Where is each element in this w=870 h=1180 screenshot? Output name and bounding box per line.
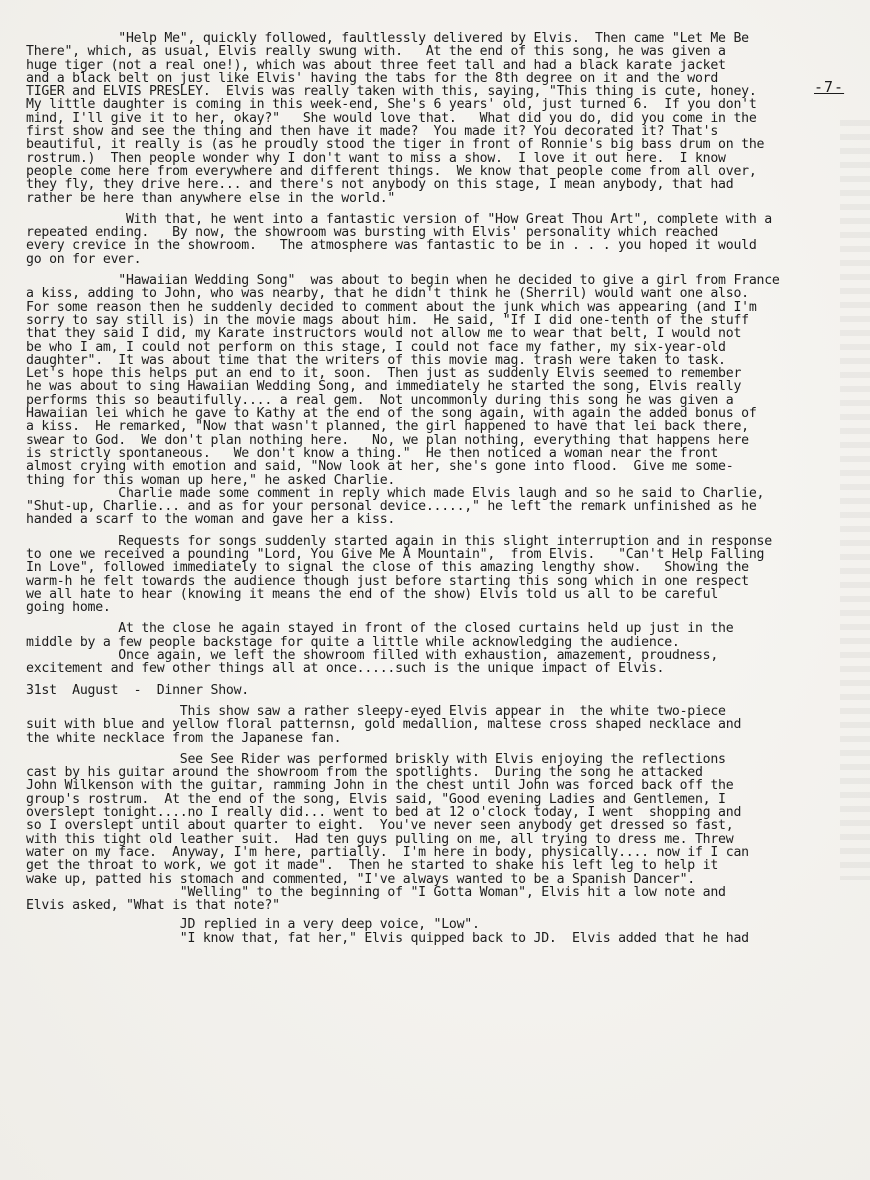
text-line: first show and see the thing and then have it made? You made it? You decorated it? That's xyxy=(26,124,719,140)
paragraph-hawaiian-wedding-song xyxy=(26,274,816,487)
text-line: Once again, we left the showroom filled with exhaustion, amazement, proudness, xyxy=(26,648,719,664)
text-line: Let's hope this helps put an end to it, soon. Then just as suddenly Elvis seemed to remember xyxy=(26,366,742,382)
text-line: they fly, they drive here... and there's not anybody on this stage, I mean anybody, that had xyxy=(26,177,734,193)
text-line: At the close he again stayed in front of the closed curtains held up just in the xyxy=(26,621,734,637)
body-text xyxy=(26,32,816,945)
text-line: group's rostrum. At the end of the song, Elvis said, "Good evening Ladies and Gentlemen, I xyxy=(26,791,726,807)
text-line: Charlie made some comment in reply which made Elvis laugh and so he said to Charlie, xyxy=(26,485,765,501)
text-line: performs this so beautifully.... a real gem. Not uncommonly during this song he was given a xyxy=(26,392,734,408)
text-line: This show saw a rather sleepy-eyed Elvis appear in the white two-piece xyxy=(26,703,726,719)
text-line: huge tiger (not a real one!), which was about three feet tall and had a black karate jacket xyxy=(26,57,726,73)
text-line: See See Rider was performed briskly with Elvis enjoying the reflections xyxy=(26,751,726,767)
text-line: every crevice in the showroom. The atmosphere was fantastic to be in . . . you hoped it would xyxy=(26,238,757,254)
margin-bleed-through xyxy=(840,120,870,880)
text-line: going home. xyxy=(26,600,111,616)
text-line: cast by his guitar around the showroom from the spotlights. During the song he attacked xyxy=(26,765,703,781)
text-line: "Hawaiian Wedding Song" was about to begin when he decided to give a girl from France xyxy=(26,273,780,289)
text-line: "Shut-up, Charlie... and as for your personal device.....," he left the remark unfinished as he xyxy=(26,499,757,515)
text-line: My little daughter is coming in this week-end, She's 6 years' old, just turned 6. If you don't xyxy=(26,97,757,113)
text-line: swear to God. We don't plan nothing here. No, we plan nothing, everything that happens here xyxy=(26,432,749,448)
text-line: "Welling" to the beginning of "I Gotta Woman", Elvis hit a low note and xyxy=(26,884,726,900)
text-line: with this tight old leather suit. Had ten guys pulling on me, all trying to dress me. Threw xyxy=(26,831,734,847)
text-line: There", which, as usual, Elvis really swung with. At the end of this song, he was given a xyxy=(26,44,726,60)
text-line: "Help Me", quickly followed, faultlessly delivered by Elvis. Then came "Let Me Be xyxy=(26,31,749,46)
text-line: that they said I did, my Karate instructors would not allow me to wear that belt, I would not xyxy=(26,326,742,342)
text-line: overslept tonight....no I really did... went to bed at 12 o'clock today, I went shopping and xyxy=(26,805,742,821)
text-line: sorry to say still is) in the movie mags about him. He said, "If I did one-tenth of the stuff xyxy=(26,312,749,328)
text-line: to one we received a pounding "Lord, You Give Me A Mountain", from Elvis. "Can't Help Falling xyxy=(26,546,765,562)
text-line: suit with blue and yellow floral patternsn, gold medallion, maltese cross shaped necklace and xyxy=(26,717,742,733)
paragraph-close xyxy=(26,622,816,675)
text-line: and a black belt on just like Elvis' having the tabs for the 8th degree on it and the word xyxy=(26,70,719,86)
text-line: go on for ever. xyxy=(26,251,142,267)
text-line: wake up, patted his stomach and commented, "I've always wanted to be a Spanish Dancer". xyxy=(26,871,695,887)
text-line: a kiss. He remarked, "Now that wasn't planned, the girl happened to have that lei back there, xyxy=(26,419,749,435)
text-line: warm-h he felt towards the audience though just before starting this song which in one respect xyxy=(26,573,749,589)
text-line: rostrum.) Then people wonder why I don't want to miss a show. I love it out here. I know xyxy=(26,150,726,166)
text-line: beautiful, it really is (as he proudly stood the tiger in front of Ronnie's big bass drum on the xyxy=(26,137,765,153)
text-line: a kiss, adding to John, who was nearby, that he didn't think he (Sherril) would want one also. xyxy=(26,286,749,302)
paragraph-help-me xyxy=(26,32,816,205)
text-line: get the throat to work, we got it made". Then he started to shake his left leg to help it xyxy=(26,858,719,874)
page-number: -7- xyxy=(814,78,845,96)
paragraph-see-see-rider xyxy=(26,753,816,945)
text-line: middle by a few people backstage for quite a little while acknowledging the audience. xyxy=(26,634,680,650)
text-line: he was about to sing Hawaiian Wedding Song, and immediately he started the song, Elvis really xyxy=(26,379,742,395)
paragraph-how-great-thou-art xyxy=(26,213,816,266)
text-line: With that, he went into a fantastic version of "How Great Thou Art", complete with a xyxy=(26,211,772,227)
text-line: be who I am, I could not perform on this stage, I could not face my father, my six-year-old xyxy=(26,339,726,355)
text-line: handed a scarf to the woman and gave her a kiss. xyxy=(26,512,396,528)
text-line: 31st August - Dinner Show. xyxy=(26,682,249,698)
text-line: thing for this woman up here," he asked Charlie. xyxy=(26,472,396,488)
text-line: excitement and few other things all at once.....such is the unique impact of Elvis. xyxy=(26,661,665,677)
text-line: so I overslept until about quarter to eight. You've never seen anybody get dressed so fast, xyxy=(26,818,734,834)
section-heading-dinner-show xyxy=(26,684,816,697)
text-line: John Wilkenson with the guitar, ramming John in the chest until John was forced back off the xyxy=(26,778,734,794)
text-line: rather be here than anywhere else in the world." xyxy=(26,190,396,206)
text-line: mind, I'll give it to her, okay?" She would love that. What did you do, did you come in the xyxy=(26,110,757,126)
text-line: almost crying with emotion and said, "Now look at her, she's gone into flood. Give me some- xyxy=(26,459,734,475)
text-line: water on my face. Anyway, I'm here, partially. I'm here in body, physically.... now if I can xyxy=(26,844,749,860)
text-line: is strictly spontaneous. We don't know a thing." He then noticed a woman near the front xyxy=(26,445,719,461)
paragraph-requests xyxy=(26,535,816,615)
text-line: we all hate to hear (knowing it means the end of the show) Elvis told us all to be careful xyxy=(26,586,719,602)
text-line: Elvis asked, "What is that note?" xyxy=(26,898,280,914)
text-line: TIGER and ELVIS PRESLEY. Elvis was really taken with this, saying, "This thing is cute, honey. xyxy=(26,84,757,100)
text-line: "I know that, fat her," Elvis quipped back to JD. Elvis added that he had xyxy=(26,930,749,946)
paragraph-sleepy-eyed xyxy=(26,705,816,745)
text-line: repeated ending. By now, the showroom was bursting with Elvis' personality which reached xyxy=(26,225,719,241)
text-line: Requests for songs suddenly started again in this slight interruption and in response xyxy=(26,533,772,549)
text-line: In Love", followed immediately to signal the close of this amazing lengthy show. Showing the xyxy=(26,560,749,576)
text-line: Hawaiian lei which he gave to Kathy at the end of the song again, with again the added bonus of xyxy=(26,406,757,422)
text-line: the white necklace from the Japanese fan. xyxy=(26,730,342,746)
text-line: JD replied in a very deep voice, "Low". xyxy=(26,917,480,933)
paragraph-charlie xyxy=(26,487,816,527)
text-line: For some reason then he suddenly decided to comment about the junk which was appearing (and I'm xyxy=(26,299,757,315)
text-line: daughter". It was about time that the writers of this movie mag. trash were taken to task. xyxy=(26,352,726,368)
text-line: people come here from everywhere and different things. We know that people come from all over, xyxy=(26,163,757,179)
